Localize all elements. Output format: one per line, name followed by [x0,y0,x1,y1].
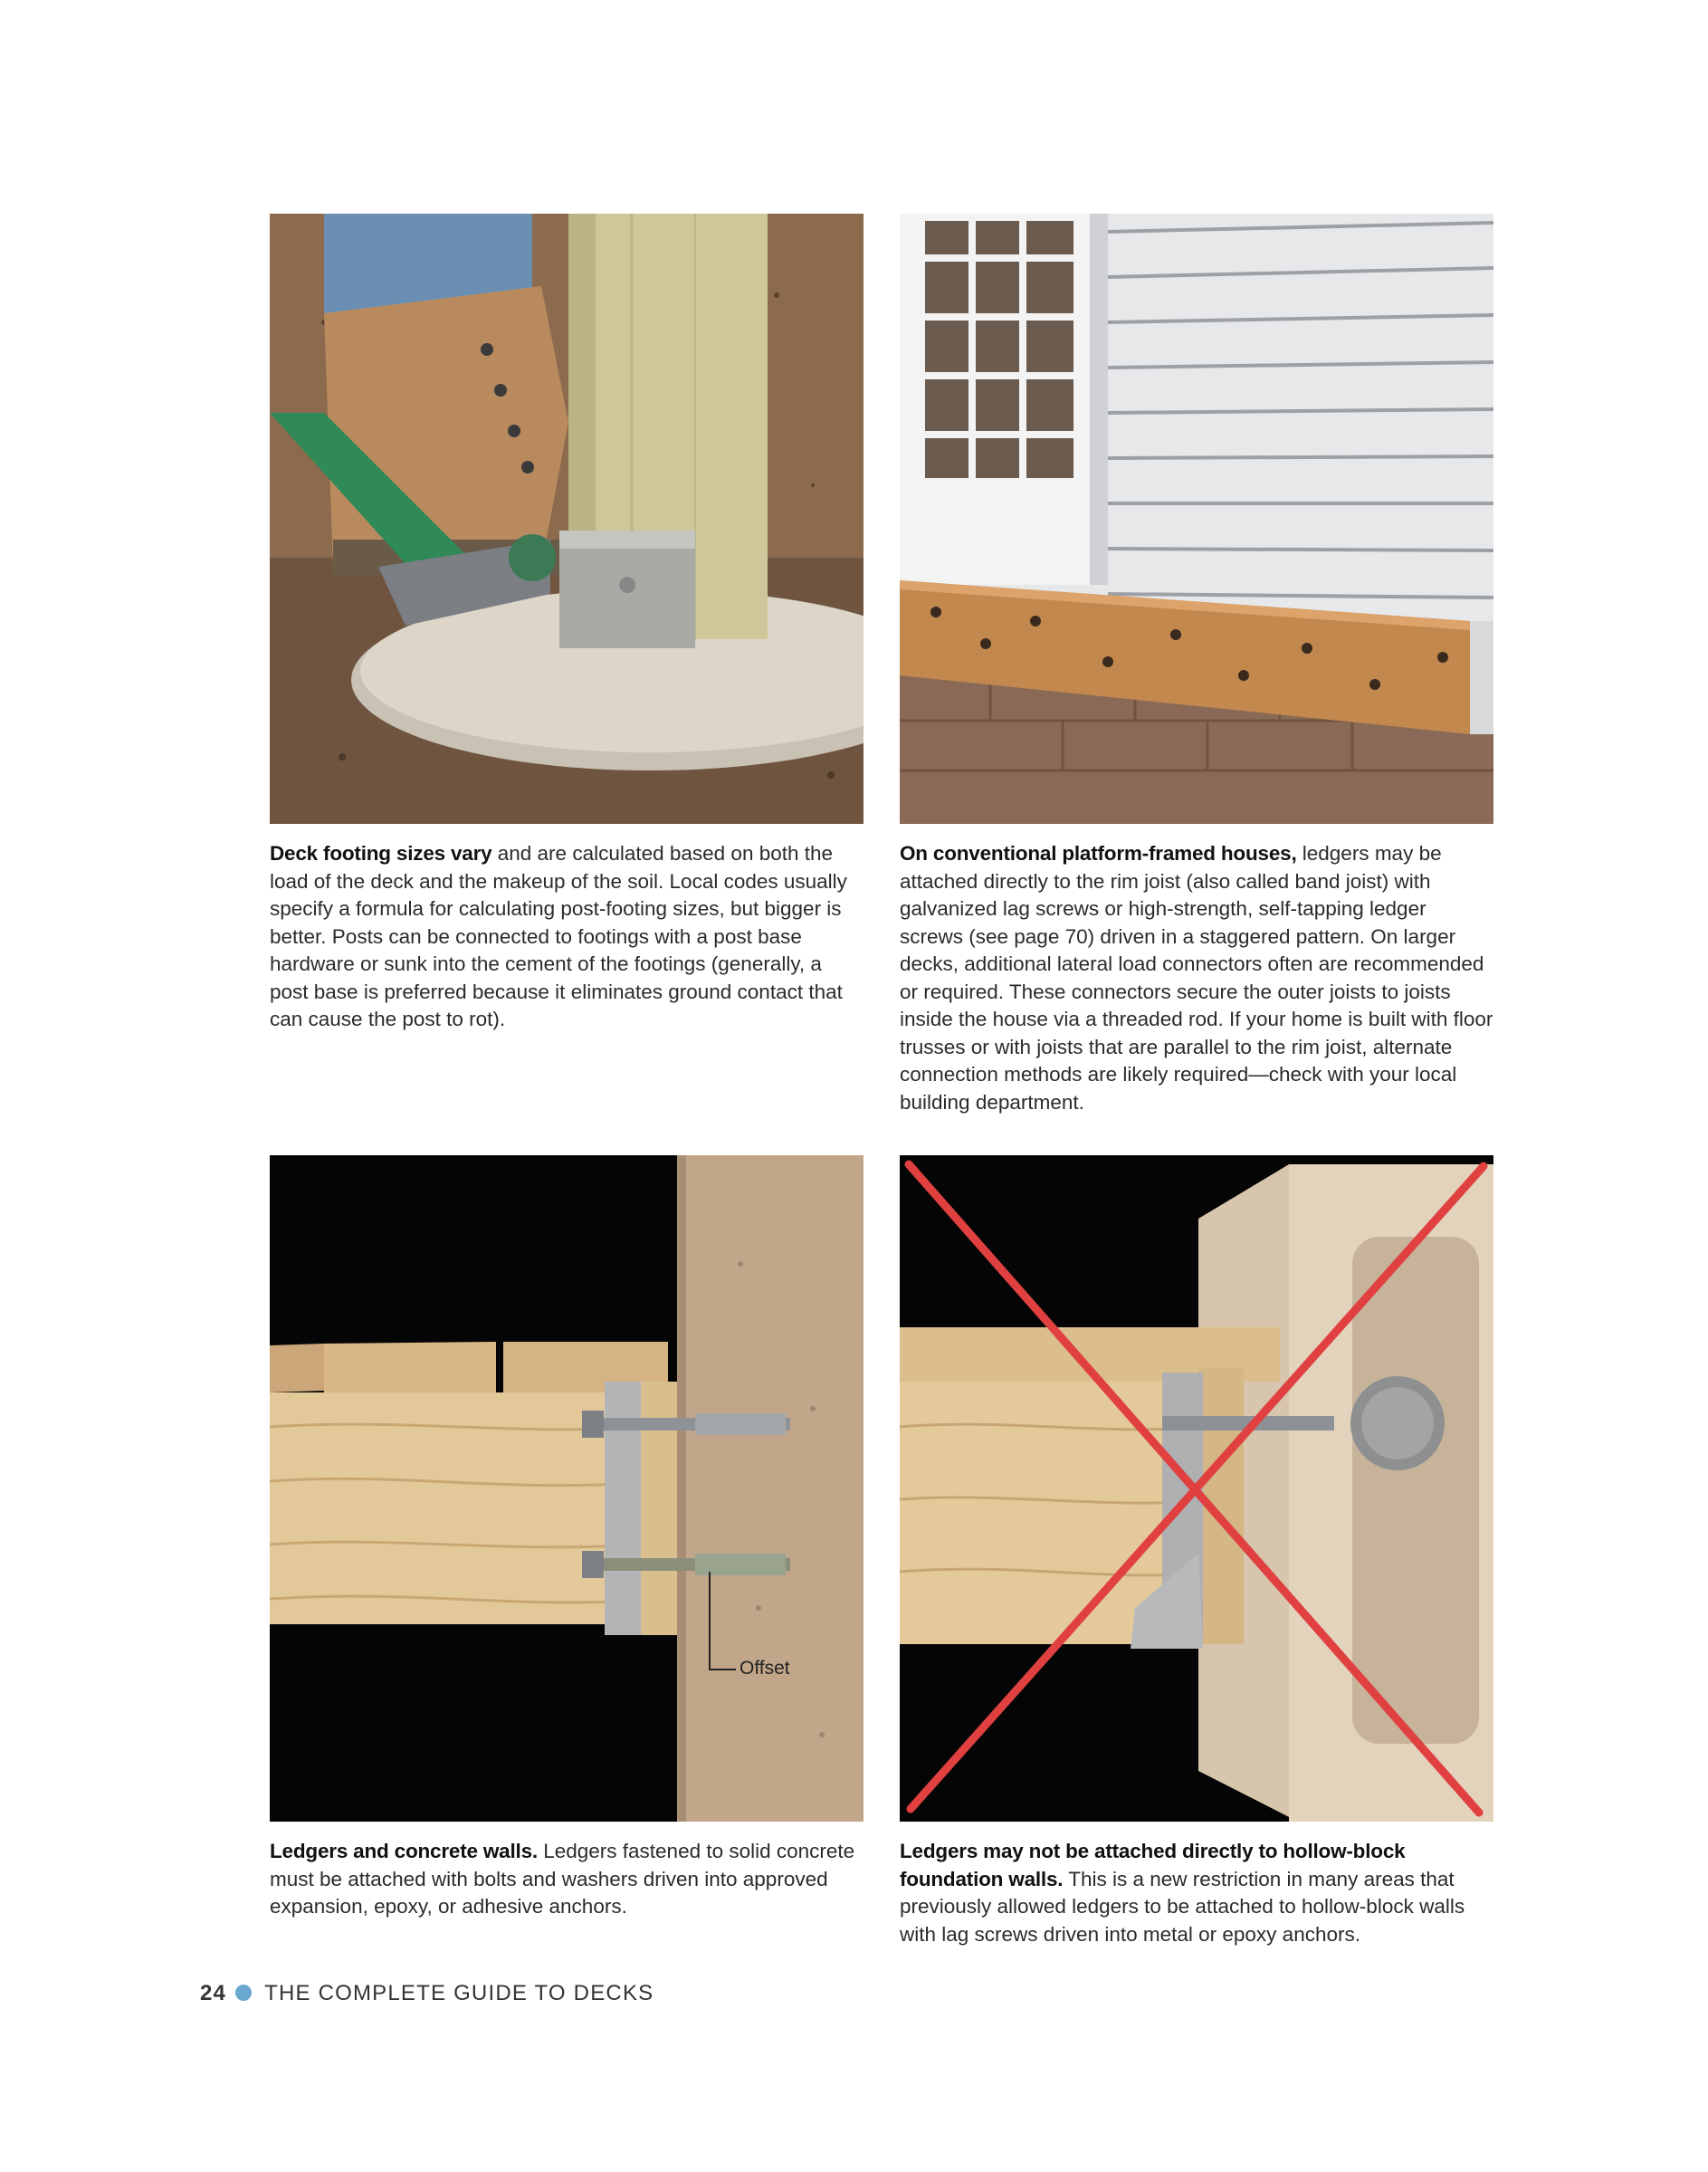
photo-ledger-concrete-wall [270,1155,864,1822]
caption-footing-lead: Deck footing sizes vary [270,842,492,865]
caption-hollow-block-body: This is a new restriction in many areas that previously allowed ledgers to be attached to hollow-block walls with lag screws driven into metal or epoxy anchors. [900,1867,1465,1946]
caption-ledger-rim-joist-lead: On conventional platform-framed houses, [900,842,1297,865]
callout-offset: Offset [739,1658,790,1679]
caption-concrete-wall-body: Ledgers fastened to solid concrete must be attached with bolts and washers driven into approved expansion, epoxy, or adhesive anchors. [270,1840,855,1918]
bullet-dot-icon [235,1985,252,2001]
caption-hollow-block-lead: Ledgers may not be attached directly to hollow-block foundation walls. [900,1840,1406,1890]
caption-ledger-rim-joist [900,840,1493,1116]
photo-ledger-rim-joist [900,214,1493,824]
caption-ledger-rim-joist-body: ledgers may be attached directly to the rim joist (also called band joist) with galvanized lag screws or high-strength, self-tapping ledger screws (see page 70) driven in a staggered pattern. On larger decks, additional lateral load connectors often are recommended or required. These connectors secure the outer joists to joists inside the house via a threaded rod. If your home is built with floor trusses or with joists that are parallel to the rim joist, alternate connection methods are likely required—check with your local building department. [900,842,1493,1114]
caption-footing [270,840,864,1034]
caption-hollow-block [900,1838,1493,1948]
caption-concrete-wall [270,1838,864,1921]
caption-footing-body: and are calculated based on both the load of the deck and the makeup of the soil. Local codes usually specify a formula for calculating post-footing sizes, but bigger is better. Posts can be connected to footings with a post base hardware or sunk into the cement of the footings (generally, a post base is preferred because it eliminates ground contact that can cause the post to rot). [270,842,847,1030]
caption-concrete-wall-lead: Ledgers and concrete walls. [270,1840,538,1862]
page-footer [200,1981,654,2006]
photo-ledger-hollow-block-prohibited [900,1155,1493,1822]
book-title: THE COMPLETE GUIDE TO DECKS [264,1981,654,2005]
page-number: 24 [200,1981,227,2005]
photo-post-footing [270,214,864,824]
